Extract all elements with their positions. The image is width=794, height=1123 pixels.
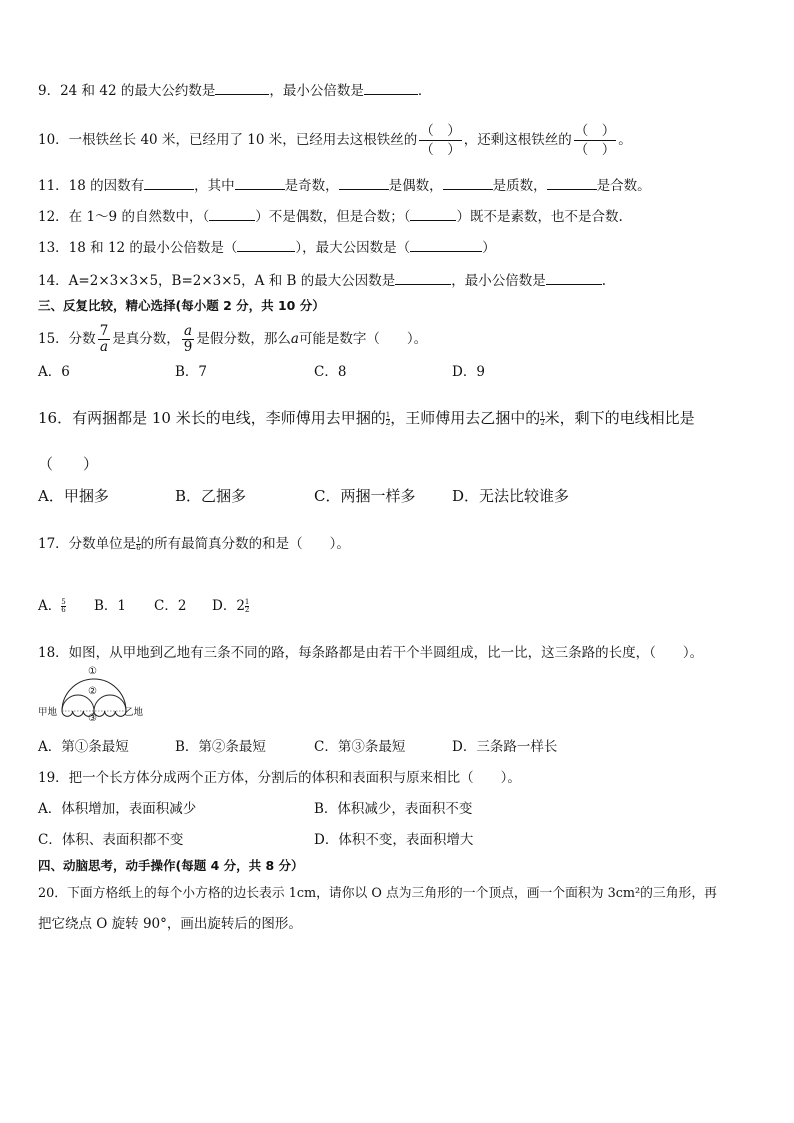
fraction: $\frac{1}{2}$ — [540, 410, 545, 427]
fraction: $\frac{1}{2}$ — [385, 410, 391, 427]
option-c[interactable]: C．两捆一样多 — [314, 487, 416, 505]
question-9: 9．24 和 42 的最大公约数是 ，最小公倍数是 ． — [38, 80, 431, 101]
option-a[interactable]: A． $\frac{5}{6}$ — [38, 598, 66, 614]
option-c[interactable]: C．体积、表面积都不变 — [38, 832, 184, 848]
answer-blank[interactable] — [395, 270, 451, 285]
option-b[interactable]: B．乙捆多 — [175, 487, 247, 505]
option-d[interactable]: D．2 $\frac{1}{2}$ — [212, 598, 250, 614]
answer-blank[interactable] — [144, 175, 194, 190]
option-d[interactable]: D．体积不变，表面积增大 — [314, 832, 474, 848]
fraction-blank[interactable]: $\frac{( )}{( )}$ — [420, 123, 461, 158]
answer-blank[interactable] — [410, 237, 482, 252]
answer-blank[interactable] — [209, 206, 255, 221]
question-10: 10．一根铁丝长 40 米，已经用了 10 米，已经用去这根铁丝的 $\frac{( )}{( )}$ ，还剩这根铁丝的 $\frac{( )}{( )}$ 。 — [38, 123, 632, 158]
option-d[interactable]: D．9 — [452, 364, 485, 380]
question-19: 19．把一个长方体分成两个正方体，分割后的体积和表面积与原来相比（ ）。 — [38, 770, 521, 786]
question-20-line-1: 20．下面方格纸上的每个小方格的边长表示 1cm，请你以 O 点为三角形的一个顶点，画一个面积为 3cm²的三角形，再 — [38, 886, 717, 901]
question-20-line-2: 把它绕点 O 旋转 90°，画出旋转后的图形。 — [38, 916, 302, 932]
option-c[interactable]: C．第③条最短 — [314, 739, 406, 755]
option-a[interactable]: A．体积增加，表面积减少 — [38, 801, 197, 817]
fraction-blank[interactable]: $\frac{( )}{( )}$ — [574, 123, 616, 158]
answer-blank[interactable] — [215, 80, 269, 95]
option-c[interactable]: C．2 — [154, 598, 187, 614]
option-d[interactable]: D．三条路一样长 — [452, 739, 558, 755]
question-12: 12．在 1～9 的自然数中，（ ）不是偶数，但是合数；（ ）既不是素数，也不是合数. — [38, 206, 623, 227]
path-label-3: ③ — [88, 713, 97, 724]
path-label-1: ① — [88, 666, 97, 677]
option-b[interactable]: B．1 — [94, 598, 127, 614]
answer-blank[interactable] — [547, 175, 597, 190]
question-15: 15．分数 $\frac{7}{a}$ 是真分数， $\frac{a}{9}$ 是假分数，那么a可能是数字（ ）。 — [38, 323, 428, 355]
question-14: 14．A=2×3×3×5，B=2×3×5，A 和 B 的最大公因数是 ，最小公倍数是 . — [38, 270, 606, 291]
question-16: 16．有两捆都是 10 米长的电线，李师傅用去甲捆的 $\frac{1}{2}$ ，王师傅用去乙捆中的 $\frac{1}{2}$ 米，剩下的电线相比是 — [38, 409, 695, 427]
section-heading-3: 三、反复比较，精心选择(每小题 2 分，共 10 分） — [38, 298, 325, 313]
path-label-2: ② — [88, 686, 97, 697]
fraction: $\frac{1}{2}$ — [244, 598, 250, 614]
question-18: 18．如图，从甲地到乙地有三条不同的路，每条路都是由若干个半圆组成，比一比，这三条路的长度，（ ）。 — [38, 645, 704, 661]
question-11: 11．18 的因数有 ，其中 是奇数， 是偶数， 是质数， 是合数。 — [38, 175, 651, 196]
answer-blank[interactable] — [339, 175, 389, 190]
path-2-arcs — [62, 695, 126, 711]
answer-blank[interactable] — [410, 206, 456, 221]
option-a[interactable]: A．第①条最短 — [38, 739, 129, 755]
fraction: $\frac{7}{a}$ — [99, 323, 109, 355]
option-b[interactable]: B．7 — [175, 364, 208, 380]
option-c[interactable]: C．8 — [314, 364, 347, 380]
answer-blank[interactable] — [364, 80, 418, 95]
answer-blank[interactable] — [235, 175, 285, 190]
end-label: 乙地 — [124, 707, 144, 718]
option-b[interactable]: B．体积减少，表面积不变 — [314, 801, 473, 817]
section-heading-4: 四、动脑思考，动手操作(每题 4 分，共 8 分） — [38, 858, 304, 873]
option-b[interactable]: B．第②条最短 — [175, 739, 266, 755]
fraction: $\frac{1}{6}$ — [136, 536, 141, 552]
start-label: 甲地 — [38, 707, 58, 718]
option-a[interactable]: A．6 — [38, 364, 70, 380]
question-17: 17．分数单位是 $\frac{1}{6}$ 的所有最简真分数的和是（ ）。 — [38, 536, 350, 552]
option-a[interactable]: A．甲捆多 — [38, 487, 109, 505]
option-d[interactable]: D．无法比较谁多 — [452, 487, 570, 505]
question-13: 13．18 和 12 的最小公倍数是（ ），最大公因数是（ ） — [38, 237, 496, 258]
answer-paren[interactable]: （ ） — [38, 455, 99, 473]
answer-blank[interactable] — [443, 175, 493, 190]
fraction: $\frac{a}{9}$ — [183, 323, 193, 355]
answer-blank[interactable] — [237, 237, 295, 252]
fraction: $\frac{5}{6}$ — [61, 598, 66, 614]
semicircle-paths-figure — [38, 668, 148, 724]
answer-blank[interactable] — [546, 270, 602, 285]
